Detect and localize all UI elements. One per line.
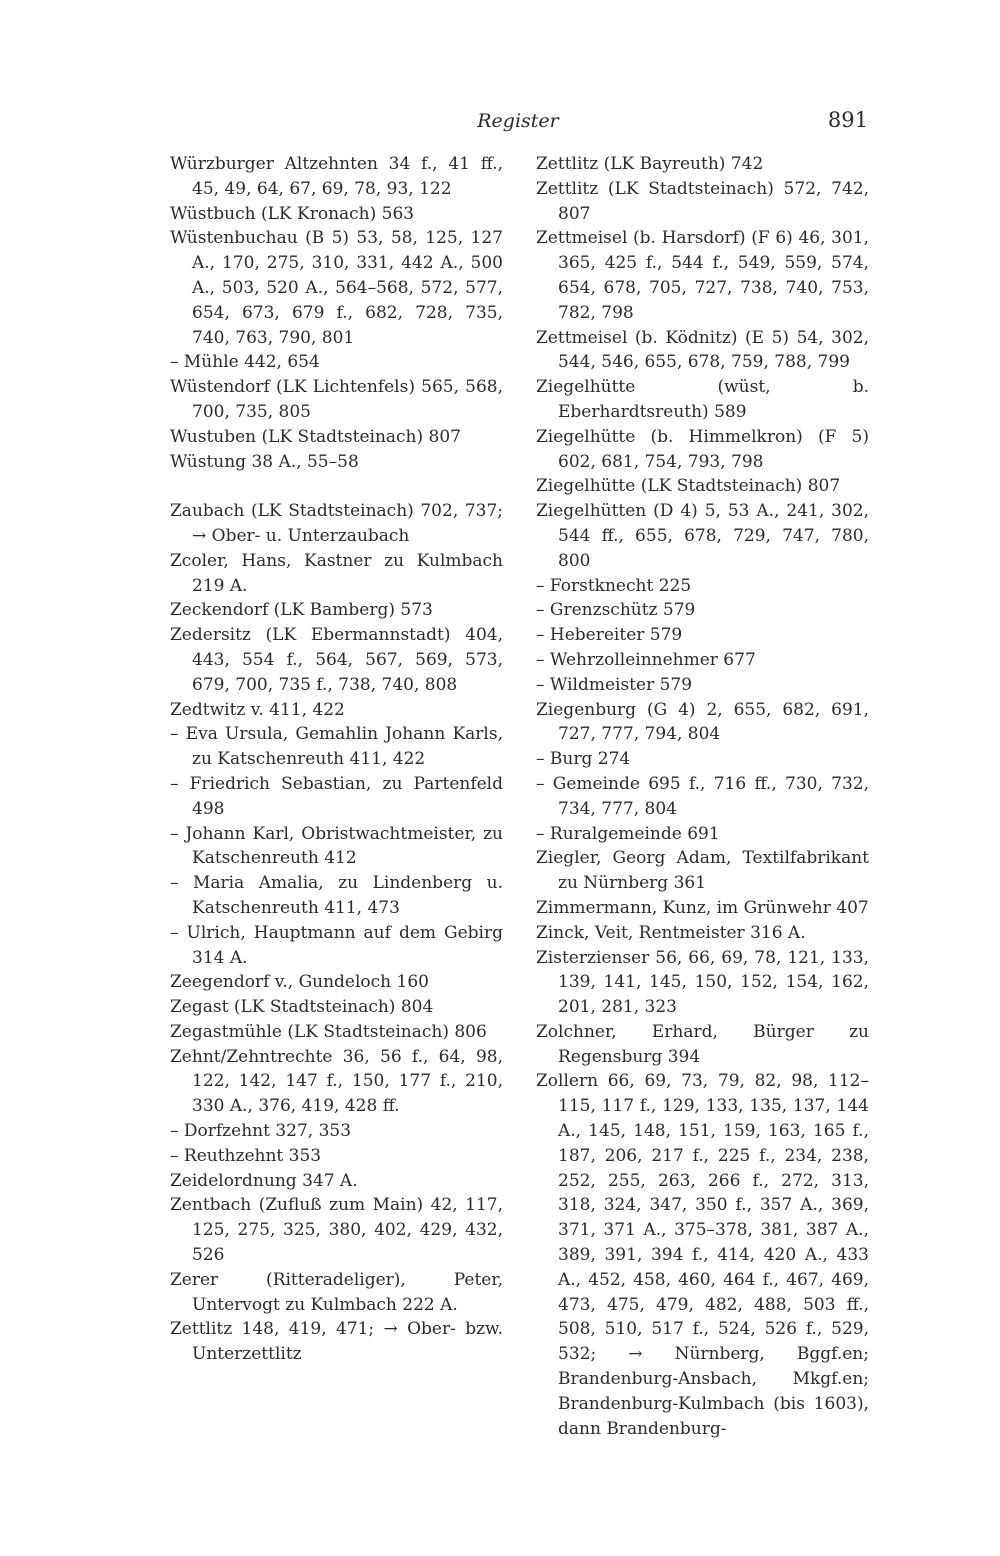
- index-subentry: – Gemeinde 695 f., 716 ff., 730, 732, 734, 777, 804: [536, 773, 869, 819]
- index-entry: Zcoler, Hans, Kastner zu Kulmbach 219 A.: [170, 550, 503, 596]
- index-entry: Zettlitz (LK Stadtsteinach) 572, 742, 807: [536, 178, 869, 224]
- index-entry: Wüstung 38 A., 55–58: [170, 451, 359, 472]
- index-entry: Zeckendorf (LK Bamberg) 573: [170, 600, 433, 621]
- index-subentry: – Ruralgemeinde 691: [536, 823, 720, 844]
- index-subentry: – Ulrich, Hauptmann auf dem Gebirg 314 A.: [170, 922, 503, 968]
- index-subentry: – Dorfzehnt 327, 353: [170, 1121, 352, 1142]
- index-entry: Ziegelhütte (LK Stadtsteinach) 807: [536, 476, 841, 497]
- index-entry: Ziegler, Georg Adam, Textilfabrikant zu Nürnberg 361: [536, 848, 869, 894]
- index-subentry: – Reuthzehnt 353: [170, 1145, 322, 1166]
- index-entry: Zolchner, Erhard, Bürger zu Regensburg 394: [536, 1021, 869, 1067]
- index-entry: Zettmeisel (b. Harsdorf) (F 6) 46, 301, 365, 425 f., 544 f., 549, 559, 574, 654, 678, 705, 727, 738, 740, 753, 782, 798: [536, 228, 869, 323]
- index-entry: Ziegelhütte (wüst, b. Eberhardtsreuth) 589: [536, 377, 869, 422]
- index-entry: Wüstenbuchau (B 5) 53, 58, 125, 127 A., 170, 275, 310, 331, 442 A., 500 A., 503, 520 A., 564–568, 572, 577, 654, 673, 679 f., 682, 728, 735, 740, 763, 790, 801: [170, 228, 503, 348]
- index-entry: Zinck, Veit, Rentmeister 316 A.: [536, 922, 806, 943]
- index-entry: Zeidelordnung 347 A.: [170, 1170, 358, 1191]
- index-entry: Zegastmühle (LK Stadtsteinach) 806: [170, 1021, 487, 1042]
- index-entry: Zegast (LK Stadtsteinach) 804: [170, 997, 434, 1018]
- index-entry: Zedtwitz v. 411, 422: [170, 699, 345, 720]
- index-subentry: – Burg 274: [536, 749, 631, 770]
- index-column-right: [536, 152, 869, 1441]
- page-header: [168, 108, 868, 138]
- index-entry: Zehnt/Zehntrechte 36, 56 f., 64, 98, 122, 142, 147 f., 150, 177 f., 210, 330 A., 376, 419, 428 ff.: [170, 1046, 503, 1117]
- index-entry: Zisterzienser 56, 66, 69, 78, 121, 133, 139, 141, 145, 150, 152, 154, 162, 201, 281, 323: [536, 947, 869, 1018]
- index-entry: Zeegendorf v., Gundeloch 160: [170, 972, 429, 993]
- index-subentry: – Eva Ursula, Gemahlin Johann Karls, zu Katschenreuth 411, 422: [170, 724, 503, 770]
- index-subentry: – Maria Amalia, zu Lindenberg u. Katschenreuth 411, 473: [170, 873, 503, 918]
- index-subentry: – Friedrich Sebastian, zu Partenfeld 498: [170, 773, 503, 819]
- index-entry: Zerer (Ritteradeliger), Peter, Untervogt zu Kulmbach 222 A.: [170, 1269, 503, 1315]
- index-entry: Zaubach (LK Stadtsteinach) 702, 737; → Ober- u. Unterzaubach: [170, 501, 503, 546]
- index-entry: Würzburger Altzehnten 34 f., 41 ff., 45, 49, 64, 67, 69, 78, 93, 122: [170, 154, 503, 199]
- index-subentry: – Mühle 442, 654: [170, 352, 320, 373]
- index-subentry: – Johann Karl, Obristwachtmeister, zu Katschenreuth 412: [170, 823, 503, 869]
- index-entry: Zettlitz (LK Bayreuth) 742: [536, 154, 764, 174]
- index-entry: Zedersitz (LK Ebermannstadt) 404, 443, 554 f., 564, 567, 569, 573, 679, 700, 735 f., 738, 740, 808: [170, 625, 503, 695]
- index-entry: Wüstendorf (LK Lichtenfels) 565, 568, 700, 735, 805: [170, 377, 503, 422]
- index-entry: Ziegelhütten (D 4) 5, 53 A., 241, 302, 544 ff., 655, 678, 729, 747, 780, 800: [536, 501, 869, 571]
- index-subentry: – Forstknecht 225: [536, 575, 692, 596]
- index-entry: Zimmermann, Kunz, im Grünwehr 407: [536, 897, 869, 918]
- index-subentry: – Grenzschütz 579: [536, 600, 696, 621]
- index-entry: Wüstbuch (LK Kronach) 563: [170, 203, 415, 224]
- index-subentry: – Hebereiter 579: [536, 625, 683, 646]
- index-subentry: – Wildmeister 579: [536, 674, 693, 695]
- index-entry: Zentbach (Zufluß zum Main) 42, 117, 125, 275, 325, 380, 402, 429, 432, 526: [170, 1195, 503, 1266]
- index-entry: Wustuben (LK Stadtsteinach) 807: [170, 426, 461, 447]
- index-entry: Ziegenburg (G 4) 2, 655, 682, 691, 727, 777, 794, 804: [536, 699, 869, 745]
- index-entry: Ziegelhütte (b. Himmelkron) (F 5) 602, 681, 754, 793, 798: [536, 426, 869, 472]
- index-entry: Zettlitz 148, 419, 471; → Ober- bzw. Unterzettlitz: [170, 1319, 503, 1365]
- index-subentry: – Wehrzolleinnehmer 677: [536, 649, 756, 670]
- running-title: Register: [477, 110, 559, 132]
- page-number: 891: [827, 108, 868, 132]
- index-entry: Zollern 66, 69, 73, 79, 82, 98, 112–115, 117 f., 129, 133, 135, 137, 144 A., 145, 148, 151, 159, 163, 165 f., 187, 206, 217 f., 225 f., 234, 238, 252, 255, 263, 266 f., 272, 313, 318, 324, 347, 350 f., 357 A., 369, 371, 371 A., 375–378, 381, 387 A., 389, 391, 394 f., 414, 420 A., 433 A., 452, 458, 460, 464 f., 467, 469, 473, 475, 479, 482, 488, 503 ff., 508, 510, 517 f., 524, 526 f., 529, 532; → Nürnberg, Bggf.en; Brandenburg-Ansbach, Mkgf.en; Brandenburg-Kulmbach (bis 1603), dann Brandenburg-: [536, 1071, 869, 1439]
- index-entry: Zettmeisel (b. Ködnitz) (E 5) 54, 302, 544, 546, 655, 678, 759, 788, 799: [536, 327, 869, 373]
- index-column-left: [170, 152, 503, 1367]
